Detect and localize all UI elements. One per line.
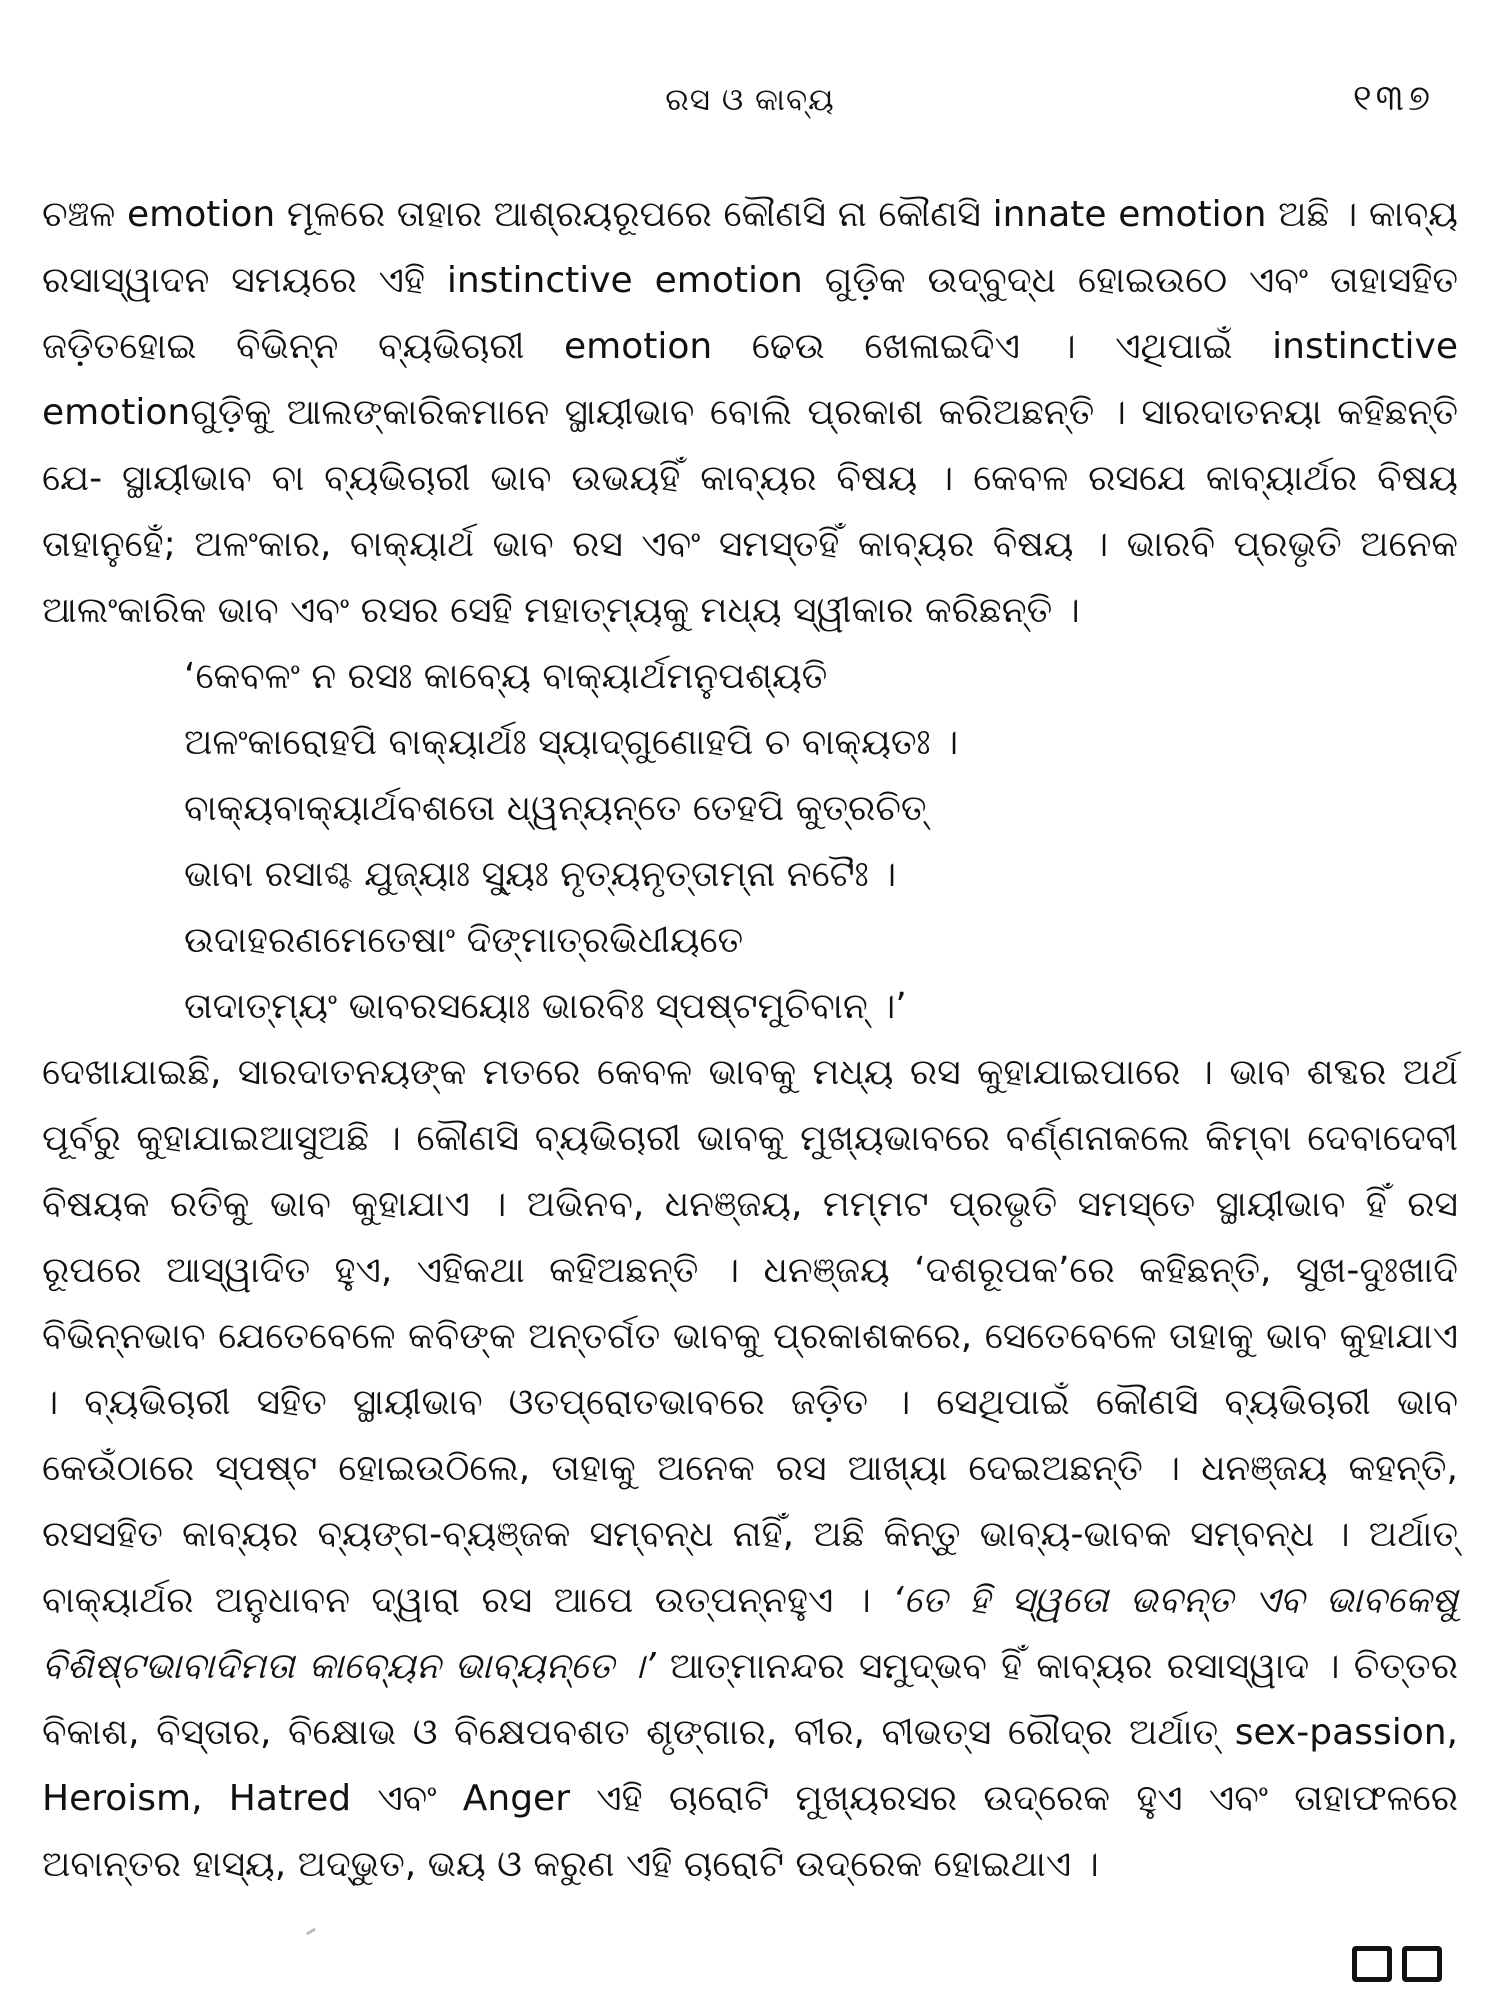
verse-line: ତାଦାତ୍ମ୍ୟଂ ଭାବରସୟୋଃ ଭାରବିଃ ସ୍ପଷ୍ଟମୁଚିବାନ୍ ।’ [184,986,907,1027]
double-box-end-mark-icon [1352,1946,1442,1982]
box-mark-icon [1352,1946,1392,1982]
print-speck [306,1928,316,1936]
verse-line: ଅଳଂକାରୋହପି ବାକ୍ୟାର୍ଥଃ ସ୍ୟାଦ୍‌ଗୁଣୋହପି ଚ ବାକ୍ୟତଃ । [184,722,959,763]
sanskrit-verse-block [184,644,1458,1040]
verse-line: ଭାବା ରସାଶ୍ଚ ଯୁଜ୍ୟାଃ ସ୍ୟୁଃ ନୃତ୍ୟନୃତ୍ତାମ୍ନା ନଟୈଃ । [184,854,897,895]
page-body [42,182,1458,1898]
running-header-title: ରସ ଓ କାବ୍ୟ [665,82,835,118]
page-number: ୧୩୭ [1352,78,1434,119]
paragraph-2 [42,1040,1458,1898]
italic-sanskrit-quote: ‘ତେ ହି ସ୍ୱତୋ ଭବନ୍ତ ଏବ ଭାବକେଷୁ ବିଶିଷ୍ଟଭାବାଦିମତା କାବ୍ୟେନ ଭାବ୍ୟନ୍ତେ ।’ [42,1580,1458,1687]
verse-line: ଉଦାହରଣମେତେଷାଂ ଦିଙ୍‌ମାତ୍ରଭିଧୀୟତେ [184,920,744,961]
verse-line: ‘କେବଳଂ ନ ରସଃ କାବ୍ୟେ ବାକ୍ୟାର୍ଥମନୁପଶ୍ୟତି [184,656,828,697]
box-mark-icon [1402,1946,1442,1982]
paragraph-2-text: ଦେଖାଯାଇଛି, ସାରଦାତନୟଙ୍କ ମତରେ କେବଳ ଭାବକୁ ମଧ୍ୟ ରସ କୁହାଯାଇପାରେ । ଭାବ ଶବ୍ଦର ଅର୍ଥ ପୂର୍ବରୁ କୁହାଯାଇଆସୁଅଛି । କୌଣସି ବ୍ୟଭିଚାରୀ ଭାବକୁ ମୁଖ୍ୟଭାବରେ ବର୍ଣ୍ଣନାକଲେ କିମ୍ବା ଦେବାଦେବୀ ବିଷୟକ ରତିକୁ ଭାବ କୁହାଯାଏ । ଅଭିନବ, ଧନଞ୍ଜୟ, ମମ୍ମଟ ପ୍ରଭୃତି ସମସ୍ତେ ସ୍ଥାୟୀଭାବ ହିଁ ରସ ରୂପରେ ଆସ୍ୱାଦିତ ହୁଏ, ଏହିକଥା କହିଅଛନ୍ତି । ଧନଞ୍ଜୟ ‘ଦଶରୂପକ’ରେ କହିଛନ୍ତି, ସୁଖ-ଦୁଃଖାଦି ବିଭିନ୍ନଭାବ ଯେତେବେଳେ କବିଙ୍କ ଅନ୍ତର୍ଗତ ଭାବକୁ ପ୍ରକାଶକରେ, ସେତେବେଳେ ତାହାକୁ ଭାବ କୁହାଯାଏ । ବ୍ୟଭିଚାରୀ ସହିତ ସ୍ଥାୟୀଭାବ ଓତପ୍ରୋତଭାବରେ ଜଡ଼ିତ । ସେଥିପାଇଁ କୌଣସି ବ୍ୟଭିଚାରୀ ଭାବ କେଉଁଠାରେ ସ୍ପଷ୍ଟ ହୋଇଉଠିଲେ, ତାହାକୁ ଅନେକ ରସ ଆଖ୍ୟା ଦେଇଅଛନ୍ତି । ଧନଞ୍ଜୟ କହନ୍ତି, ରସସହିତ କାବ୍ୟର ବ୍ୟଙ୍ଗ-ବ୍ୟଞ୍ଜକ ସମ୍ବନ୍ଧ ନାହିଁ, ଅଛି କିନ୍ତୁ ଭାବ୍ୟ-ଭାବକ ସମ୍ବନ୍ଧ । ଅର୍ଥାତ୍ ବାକ୍ୟାର୍ଥର ଅନୁଧାବନ ଦ୍ୱାରା ରସ ଆପେ ଉତ୍ପନ୍ନହୁଏ । [42,1052,1458,1621]
paragraph-2-conclusion: ଆତ୍ମାନନ୍ଦର ସମୁଦ୍ଭବ ହିଁ କାବ୍ୟର ରସାସ୍ୱାଦ । ଚିତ୍ତର ବିକାଶ, ବିସ୍ତାର, ବିକ୍ଷୋଭ ଓ ବିକ୍ଷେପବଶତ ଶୃଙ୍ଗାର, ବୀର, ବୀଭତ୍ସ ରୌଦ୍ର ଅର୍ଥାତ୍ sex-passion, Heroism, Hatred ଏବଂ Anger ଏହି ଚାରୋଟି ମୁଖ୍ୟରସର ଉଦ୍ରେକ ହୁଏ ଏବଂ ତାହାଫଳରେ ଅବାନ୍ତର ହାସ୍ୟ, ଅଦ୍ଭୁତ, ଭୟ ଓ କରୁଣ ଏହି ଚାରୋଟି ଉଦ୍ରେକ ହୋଇଥାଏ । [42,1646,1458,1885]
paragraph-1: ଚଞ୍ଚଳ emotion ମୂଳରେ ତାହାର ଆଶ୍ରୟରୂପରେ କୌଣସି ନା କୌଣସି innate emotion ଅଛି । କାବ୍ୟ ରସାସ୍ୱାଦନ ସମୟରେ ଏହି instinctive emotion ଗୁଡ଼ିକ ଉଦ୍‌ବୁଦ୍ଧ ହୋଇଉଠେ ଏବଂ ତାହାସହିତ ଜଡ଼ିତହୋଇ ବିଭିନ୍ନ ବ୍ୟଭିଚାରୀ emotion ଢେଉ ଖେଳାଇଦିଏ । ଏଥିପାଇଁ instinctive emotionଗୁଡ଼ିକୁ ଆଲଙ୍କାରିକମାନେ ସ୍ଥାୟୀଭାବ ବୋଲି ପ୍ରକାଶ କରିଅଛନ୍ତି । ସାରଦାତନୟା କହିଛନ୍ତି ଯେ- ସ୍ଥାୟୀଭାବ ବା ବ୍ୟଭିଚାରୀ ଭାବ ଉଭୟହିଁ କାବ୍ୟର ବିଷୟ । କେବଳ ରସଯେ କାବ୍ୟାର୍ଥର ବିଷୟ ତାହାନୁହେଁ; ଅଳଂକାର, ବାକ୍ୟାର୍ଥ ଭାବ ରସ ଏବଂ ସମସ୍ତହିଁ କାବ୍ୟର ବିଷୟ । ଭାରବି ପ୍ରଭୃତି ଅନେକ ଆଲଂକାରିକ ଭାବ ଏବଂ ରସର ସେହି ମହାତ୍ମ୍ୟକୁ ମଧ୍ୟ ସ୍ୱୀକାର କରିଛନ୍ତି । [42,194,1458,631]
verse-line: ବାକ୍ୟବାକ୍ୟାର୍ଥବଶତୋ ଧ୍ୱନ୍ୟନ୍ତେ ତେହପି କୁତ୍ରଚିତ୍ [184,788,927,829]
